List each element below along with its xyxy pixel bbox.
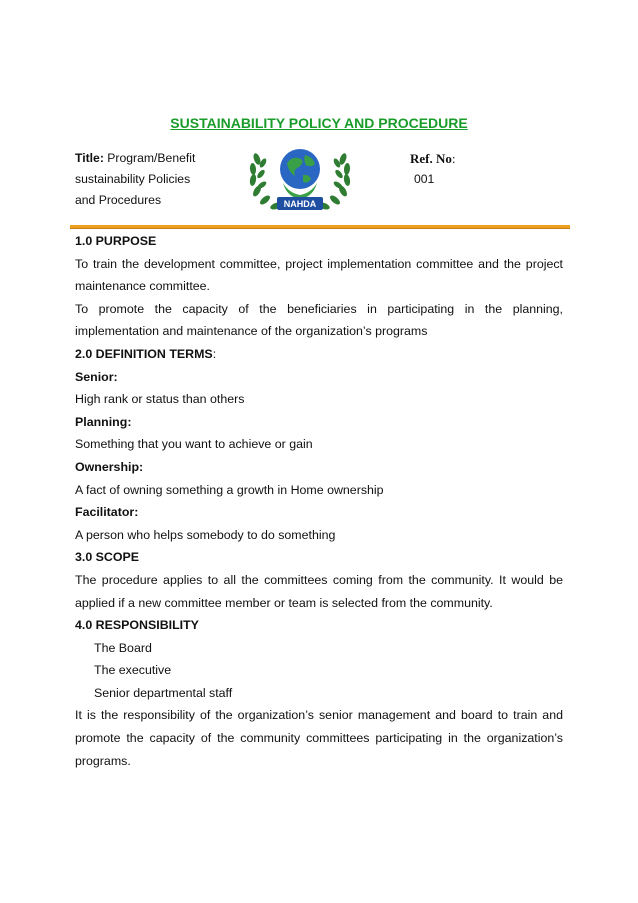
definition-text: Something that you want to achieve or gain [75, 437, 313, 452]
responsibility-item: The Board [94, 640, 152, 655]
definition-term: Senior: [75, 369, 118, 384]
title-block [75, 148, 195, 211]
scope-paragraph: The procedure applies to all the committees coming from the community. It would be applied if a new committee member or team is selected from the community. [75, 572, 563, 610]
definition-term: Facilitator: [75, 505, 139, 520]
ref-label: Ref. No [410, 151, 452, 166]
responsibility-item: Senior departmental staff [94, 685, 233, 700]
scope-heading: 3.0 SCOPE [75, 550, 140, 565]
definitions-heading: 2.0 DEFINITION TERMS: [75, 346, 217, 361]
definition-text: A fact of owning something a growth in Home ownership [75, 482, 384, 497]
document-title: SUSTAINABILITY POLICY AND PROCEDURE [170, 115, 468, 131]
nahda-logo [243, 141, 357, 217]
definition-text: High rank or status than others [75, 392, 245, 407]
ref-block [410, 148, 456, 190]
title-value-line1: Program/Benefit [103, 151, 196, 165]
title-value-line3: and Procedures [75, 193, 162, 207]
definition-term: Planning: [75, 414, 132, 429]
logo-wordmark: NAHDA [283, 199, 317, 209]
responsibility-paragraph: It is the responsibility of the organization’s senior management and board to train and promote the capacity of the community committees participating in the organization’s programs. [75, 708, 563, 768]
title-value-line2: sustainability Policies [75, 172, 191, 186]
ref-value: 001 [414, 172, 435, 186]
header-divider-shadow [70, 228, 570, 229]
globe-icon [280, 149, 320, 189]
title-label: Title: [75, 151, 104, 165]
purpose-paragraph-2: To promote the capacity of the beneficiaries in participating in the planning, implementation and maintenance of the organization’s programs [75, 301, 563, 339]
purpose-paragraph-1: To train the development committee, project implementation committee and the project maintenance committee. [75, 256, 563, 294]
responsibility-heading: 4.0 RESPONSIBILITY [75, 618, 199, 633]
responsibility-item: The executive [94, 663, 172, 678]
document-body [75, 230, 563, 772]
definition-term: Ownership: [75, 459, 144, 474]
ref-colon: : [451, 151, 456, 166]
purpose-heading: 1.0 PURPOSE [75, 234, 157, 248]
definition-text: A person who helps somebody to do something [75, 527, 336, 542]
